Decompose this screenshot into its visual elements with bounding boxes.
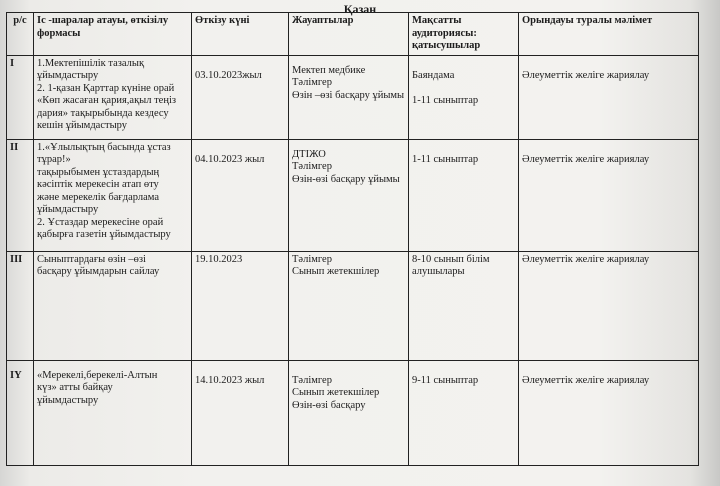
audience-cell	[409, 360, 519, 466]
event-line: 2. Ұстаздар мерекесіне орай	[37, 216, 164, 228]
responsible-line: Өзін –өзі басқару ұйымы	[292, 89, 405, 101]
header-info: Орындауы туралы мәлімет	[519, 13, 699, 56]
header-audience: Мақсатты аудиториясы: қатысушылар	[409, 13, 519, 56]
responsible-line: Тәлімгер	[292, 161, 332, 172]
responsible-line: Тәлімгер	[292, 77, 332, 88]
event-cell	[34, 251, 192, 360]
table-header-row	[7, 13, 699, 56]
event-line: 2. 1-қазан Қарттар күніне орай	[37, 82, 175, 94]
info-cell: Әлеуметтік желіге жариялау	[519, 139, 699, 251]
table-row	[7, 139, 699, 251]
event-line: ұйымдастыру	[37, 70, 99, 81]
row-number: I	[7, 55, 34, 139]
audience-cell	[409, 55, 519, 139]
event-line: 1.«Ұлылықтың басында ұстаз	[37, 141, 171, 153]
row-number: III	[7, 251, 34, 360]
events-table	[6, 12, 699, 466]
responsible-cell	[289, 251, 409, 360]
audience-cell	[409, 139, 519, 251]
info-cell: Әлеуметтік желіге жариялау	[519, 251, 699, 360]
event-line: қабырға газетін ұйымдастыру	[37, 229, 171, 240]
responsible-line: Сынып жетекшілер	[292, 387, 380, 398]
event-line: 1.Мектепішілік тазалық	[37, 57, 145, 69]
responsible-line: Өзін-өзі басқару	[292, 399, 366, 411]
row-number: II	[7, 139, 34, 251]
event-line: «Көп жасаған қария,ақыл теңіз	[37, 95, 177, 106]
event-line: Сыныптардағы өзін –өзі	[37, 253, 146, 265]
audience-line: 8-10 сынып білім	[412, 253, 490, 265]
header-date: Өткізу күні	[192, 13, 289, 56]
audience-line: Баяндама	[412, 69, 455, 81]
header-event: Іс -шаралар атауы, өткізілу формасы	[34, 13, 192, 56]
event-cell	[34, 360, 192, 466]
date-cell: 14.10.2023 жыл	[192, 360, 289, 466]
page-title: Қазан	[343, 2, 377, 16]
responsible-line: Тәлімгер	[292, 374, 332, 386]
event-line: ұйымдастыру	[37, 394, 99, 406]
audience-line: 1-11 сыныптар	[412, 95, 479, 106]
date-cell: 03.10.2023жыл	[192, 55, 289, 139]
responsible-line: Өзін-өзі басқару ұйымы	[292, 173, 400, 185]
event-line: тақырыбымен ұстаздардың	[37, 166, 160, 178]
date-cell: 04.10.2023 жыл	[192, 139, 289, 251]
event-line: күз» атты байқау	[37, 382, 113, 393]
event-line: «Мерекелі,берекелі-Алтын	[37, 369, 158, 381]
responsible-cell	[289, 139, 409, 251]
info-cell: Әлеуметтік желіге жариялау	[519, 55, 699, 139]
responsible-cell	[289, 360, 409, 466]
event-line: тұрар!»	[37, 154, 71, 165]
event-line: кешін ұйымдастыру	[37, 120, 127, 131]
date-cell: 19.10.2023	[192, 251, 289, 360]
event-line: кәсіптік мерекесін атап өту	[37, 179, 159, 190]
table-row	[7, 360, 699, 466]
event-line: дария» тақырыбында кездесу	[37, 107, 169, 119]
responsible-cell	[289, 55, 409, 139]
event-line: ұйымдастыру	[37, 204, 99, 215]
audience-line: алушылары	[412, 266, 465, 277]
header-responsible: Жауаптылар	[289, 13, 409, 56]
table-row	[7, 55, 699, 139]
table-row	[7, 251, 699, 360]
row-number: IY	[7, 360, 34, 466]
event-cell	[34, 55, 192, 139]
responsible-line: ДТІЖО	[292, 148, 326, 160]
audience-line: 9-11 сыныптар	[412, 374, 479, 386]
audience-line: 1-11 сыныптар	[412, 153, 479, 165]
audience-cell	[409, 251, 519, 360]
responsible-line: Мектеп медбике	[292, 64, 366, 76]
event-line: және мерекелік бағдарлама	[37, 191, 159, 203]
event-line: басқару ұйымдарын сайлау	[37, 266, 160, 277]
info-cell: Әлеуметтік желіге жариялау	[519, 360, 699, 466]
event-cell	[34, 139, 192, 251]
responsible-line: Сынып жетекшілер	[292, 266, 380, 277]
header-number: р/с	[7, 13, 34, 56]
responsible-line: Тәлімгер	[292, 253, 332, 265]
